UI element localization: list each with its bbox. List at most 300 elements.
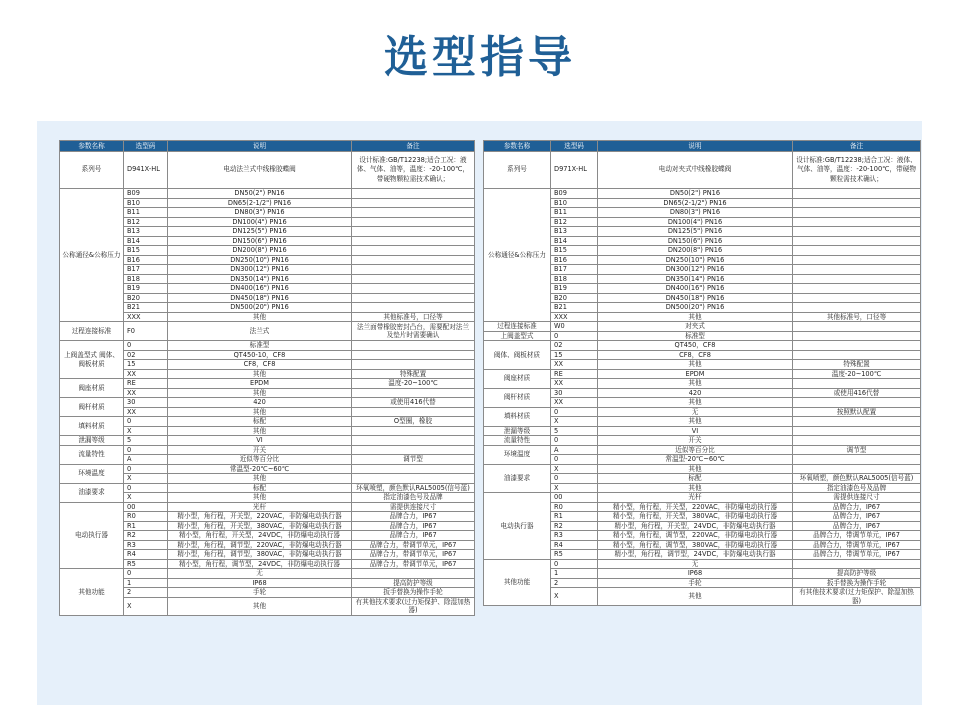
code-cell: B17 [551,265,598,275]
table-row [484,464,921,474]
param-name-cell: 过程连接标准 [60,322,124,341]
param-name-cell: 环境温度 [484,445,551,464]
remark-cell: 有其他技术要求(过力矩保护、除湿加热器) [352,597,475,615]
param-name-cell: 其他功能 [60,569,124,616]
description-cell: DN50(2") PN16 [598,189,793,199]
remark-cell [793,189,921,199]
description-cell: DN50(2") PN16 [168,189,352,199]
code-cell: B16 [124,255,168,265]
remark-cell [352,293,475,303]
table-row [60,379,475,389]
remark-cell [352,350,475,360]
description-cell: IP68 [168,578,352,588]
table-row [484,407,921,417]
description-cell: DN100(4") PN16 [168,217,352,227]
param-name-cell: 阀杆材质 [484,388,551,407]
table-row [484,322,921,332]
remark-cell [352,569,475,579]
remark-cell [352,246,475,256]
code-cell: X [124,474,168,484]
description-header: 说明 [598,141,793,152]
table-row [60,445,475,455]
remark-cell [352,198,475,208]
remark-cell: 需提供连接尺寸 [352,502,475,512]
code-cell: XX [124,369,168,379]
code-cell: B18 [551,274,598,284]
selection-table-left [59,140,475,616]
code-cell: B16 [551,255,598,265]
description-cell: DN150(6") PN16 [168,236,352,246]
series-remark: 设计标准:GB/T12238;适合工况：液体、气体、油等，温度：-20-100℃，带硬物颗粒需技术确认； [352,152,475,189]
code-cell: R0 [124,512,168,522]
table-row [484,493,921,503]
code-cell: B13 [124,227,168,237]
description-cell: 开关 [168,445,352,455]
description-cell: 手轮 [598,578,793,588]
param-name-cell: 其他功能 [484,559,551,606]
remark-cell [352,236,475,246]
remark-cell: 品牌合力，IP67 [793,512,921,522]
remark-cell [352,407,475,417]
code-cell: F0 [124,322,168,341]
description-cell: DN200(8") PN16 [598,246,793,256]
description-cell: 精小型，角行程，开关型，220VAC，非防爆电动执行器 [168,512,352,522]
remark-cell: 品牌合力，带调节单元，IP67 [352,559,475,569]
remark-cell: 需提供连接尺寸 [793,493,921,503]
remark-cell [793,559,921,569]
remark-cell [793,303,921,313]
remark-cell [793,322,921,332]
remark-cell [352,265,475,275]
code-cell: B20 [551,293,598,303]
description-cell: DN400(16") PN16 [168,284,352,294]
remark-cell [793,436,921,446]
remark-header: 备注 [793,141,921,152]
series-description: 电动对夹式中线橡胶蝶阀 [598,152,793,189]
description-cell: QT450，CF8 [598,341,793,351]
description-cell: 无 [168,569,352,579]
remark-cell [793,417,921,427]
code-cell: X [124,597,168,615]
remark-cell: 扳手替换为操作手轮 [352,588,475,598]
code-cell: B15 [551,246,598,256]
description-cell: 其他 [168,407,352,417]
description-cell: DN500(20") PN16 [168,303,352,313]
remark-cell: 或使用416代替 [352,398,475,408]
remark-cell [793,398,921,408]
page-title: 选型指导 [384,32,576,83]
description-cell: 其他 [168,426,352,436]
remark-cell: 品牌合力，带调节单元，IP67 [352,550,475,560]
param-name-header: 参数名称 [484,141,551,152]
description-cell: 其他 [598,588,793,606]
description-cell: 近似等百分比 [168,455,352,465]
remark-cell [352,227,475,237]
code-cell: B17 [124,265,168,275]
remark-cell: 环氧喷塑，颜色默认RAL5005(信号蓝) [793,474,921,484]
description-cell: 其他 [598,312,793,322]
code-cell: B19 [124,284,168,294]
description-cell: 精小型，角行程，开关型，220VAC，非防爆电动执行器 [598,502,793,512]
description-cell: DN300(12") PN16 [168,265,352,275]
remark-cell [793,350,921,360]
remark-cell: 品牌合力，IP67 [352,521,475,531]
code-cell: B20 [124,293,168,303]
description-cell: DN100(4") PN16 [598,217,793,227]
param-name-header: 参数名称 [60,141,124,152]
code-cell: B11 [124,208,168,218]
description-cell: 法兰式 [168,322,352,341]
code-cell: 0 [551,474,598,484]
remark-cell: 温度-20~100℃ [352,379,475,389]
code-cell: X [551,588,598,606]
code-cell: B15 [124,246,168,256]
param-name-cell: 上阀盖型式 阀体、阀板材质 [60,341,124,379]
series-name: 系列号 [60,152,124,189]
code-cell: B09 [551,189,598,199]
remark-cell [793,331,921,341]
remark-cell: 提高防护等级 [793,569,921,579]
remark-cell: 其他标准号，口径等 [352,312,475,322]
remark-cell: 指定油漆色号及品牌 [352,493,475,503]
description-cell: 开关 [598,436,793,446]
code-cell: XX [551,398,598,408]
code-cell: R2 [124,531,168,541]
code-cell: XX [551,360,598,370]
remark-cell: O型圈，橡胶 [352,417,475,427]
code-cell: 0 [124,341,168,351]
remark-cell [352,189,475,199]
description-cell: 其他 [598,417,793,427]
series-row [484,152,921,189]
remark-cell: 品牌合力，带调节单元，IP67 [352,540,475,550]
description-cell: DN80(3") PN16 [598,208,793,218]
description-cell: VI [598,426,793,436]
table-row [484,559,921,569]
code-cell: 00 [124,502,168,512]
description-cell: 标准型 [168,341,352,351]
description-cell: 精小型，角行程，调节型，220VAC，非防爆电动执行器 [598,531,793,541]
remark-cell [352,436,475,446]
remark-cell: 品牌合力，带调节单元，IP67 [793,540,921,550]
param-name-cell: 公称通径&公称压力 [484,189,551,322]
description-cell: DN125(5") PN16 [168,227,352,237]
description-cell: DN500(20") PN16 [598,303,793,313]
param-name-cell: 流量特性 [60,445,124,464]
description-cell: 精小型，角行程，开关型，24VDC，非防爆电动执行器 [598,521,793,531]
remark-cell: 调节型 [793,445,921,455]
code-cell: 0 [124,417,168,427]
table-row [60,189,475,199]
param-name-cell: 流量特性 [484,436,551,446]
code-cell: 15 [551,350,598,360]
remark-cell: 环氧喷塑，颜色默认RAL5005(信号蓝) [352,483,475,493]
description-cell: CF8，CF8 [168,360,352,370]
code-cell: B13 [551,227,598,237]
remark-cell [352,255,475,265]
remark-cell [793,293,921,303]
code-cell: 1 [124,578,168,588]
remark-cell [793,208,921,218]
remark-cell [793,236,921,246]
code-cell: B14 [124,236,168,246]
code-cell: 0 [551,407,598,417]
table-row [484,189,921,199]
description-cell: QT450-10，CF8 [168,350,352,360]
description-cell: 其他 [598,483,793,493]
code-cell: R3 [124,540,168,550]
table-row [484,331,921,341]
code-cell: 0 [124,483,168,493]
description-cell: CF8，CF8 [598,350,793,360]
description-cell: DN150(6") PN16 [598,236,793,246]
description-cell: DN65(2-1/2") PN16 [168,198,352,208]
table-row [60,483,475,493]
param-name-cell: 阀座材质 [60,379,124,398]
remark-cell: 或使用416代替 [793,388,921,398]
code-cell: B21 [551,303,598,313]
description-cell: 其他 [598,379,793,389]
code-cell: R1 [551,512,598,522]
remark-cell: 品牌合力，IP67 [793,502,921,512]
table-row [60,464,475,474]
remark-cell [793,255,921,265]
code-cell: XXX [124,312,168,322]
param-name-cell: 油漆要求 [484,464,551,493]
description-cell: DN65(2-1/2") PN16 [598,198,793,208]
remark-cell [352,388,475,398]
series-code: D971X-HL [551,152,598,189]
remark-cell [793,341,921,351]
description-cell: 近似等百分比 [598,445,793,455]
remark-cell: 有其他技术要求(过力矩保护、除湿加热器) [793,588,921,606]
remark-cell: 品牌合力，带调节单元，IP67 [793,550,921,560]
remark-header: 备注 [352,141,475,152]
description-cell: EPDM [168,379,352,389]
remark-cell: 指定油漆色号及品牌 [793,483,921,493]
description-cell: 精小型，角行程，调节型，220VAC，非防爆电动执行器 [168,540,352,550]
description-cell: 无 [598,407,793,417]
description-cell: 其他 [598,398,793,408]
code-cell: R0 [551,502,598,512]
table-row [484,436,921,446]
param-name-cell: 阀座材质 [484,369,551,388]
remark-cell [793,265,921,275]
param-name-cell: 油漆要求 [60,483,124,502]
code-cell: B19 [551,284,598,294]
series-name: 系列号 [484,152,551,189]
description-cell: 其他 [598,464,793,474]
code-cell: XX [124,388,168,398]
remark-cell [352,341,475,351]
param-name-cell: 过程连接标准 [484,322,551,332]
description-cell: 精小型，角行程，调节型，380VAC，非防爆电动执行器 [168,550,352,560]
series-description: 电动法兰式中线橡胶蝶阀 [168,152,352,189]
description-cell: DN250(10") PN16 [168,255,352,265]
remark-cell [793,274,921,284]
table-row [60,436,475,446]
code-cell: XX [551,379,598,389]
remark-cell [352,360,475,370]
code-cell: 0 [124,445,168,455]
code-cell: B21 [124,303,168,313]
description-cell: 其他 [168,597,352,615]
param-name-cell: 阀体、阀板材质 [484,341,551,370]
remark-cell: 法兰面带橡胶密封凸台，需要配对法兰及垫片时需要确认 [352,322,475,341]
table-row [484,388,921,398]
code-cell: 2 [551,578,598,588]
code-cell: R4 [124,550,168,560]
code-cell: R3 [551,531,598,541]
code-cell: 02 [551,341,598,351]
code-cell: B09 [124,189,168,199]
remark-cell [793,426,921,436]
description-cell: DN350(14") PN16 [168,274,352,284]
code-cell: 5 [551,426,598,436]
code-cell: R4 [551,540,598,550]
description-cell: 420 [598,388,793,398]
code-cell: A [124,455,168,465]
table-row [484,341,921,351]
remark-cell [793,227,921,237]
remark-cell: 品牌合力，带调节单元，IP67 [793,531,921,541]
description-cell: 精小型，角行程，开关型，380VAC，非防爆电动执行器 [168,521,352,531]
remark-cell: 其他标准号，口径等 [793,312,921,322]
code-cell: R5 [551,550,598,560]
description-cell: VI [168,436,352,446]
remark-cell [793,217,921,227]
param-name-cell: 上阀盖型式 [484,331,551,341]
table-row [60,341,475,351]
code-cell: R1 [124,521,168,531]
code-cell: 5 [124,436,168,446]
code-cell: 00 [551,493,598,503]
description-cell: 其他 [168,493,352,503]
code-cell: 0 [124,464,168,474]
description-cell: 420 [168,398,352,408]
param-name-cell: 泄漏等级 [60,436,124,446]
code-cell: B10 [551,198,598,208]
remark-cell [793,246,921,256]
description-cell: 其他 [168,369,352,379]
remark-cell [352,445,475,455]
remark-cell [793,284,921,294]
description-cell: DN80(3") PN16 [168,208,352,218]
description-cell: 精小型，角行程，开关型，24VDC，非防爆电动执行器 [168,531,352,541]
code-cell: X [551,483,598,493]
remark-cell [793,455,921,465]
remark-cell: 品牌合力，IP67 [793,521,921,531]
remark-cell [352,426,475,436]
table-row [60,398,475,408]
description-cell: 标配 [598,474,793,484]
description-cell: 对夹式 [598,322,793,332]
code-cell: R2 [551,521,598,531]
code-cell: R5 [124,559,168,569]
description-cell: 其他 [598,360,793,370]
description-cell: DN350(14") PN16 [598,274,793,284]
table-row [60,322,475,341]
remark-cell: 按照默认配置 [793,407,921,417]
header-row [60,141,475,152]
param-name-cell: 公称通径&公称压力 [60,189,124,322]
series-row [60,152,475,189]
code-header: 选型码 [124,141,168,152]
description-cell: 其他 [168,474,352,484]
code-cell: 2 [124,588,168,598]
description-cell: IP68 [598,569,793,579]
code-cell: 0 [551,559,598,569]
code-cell: X [551,417,598,427]
remark-cell: 温度-20~100℃ [793,369,921,379]
remark-cell: 特殊配置 [352,369,475,379]
table-row [60,569,475,579]
code-cell: X [124,426,168,436]
description-cell: 手轮 [168,588,352,598]
param-name-cell: 填料材质 [60,417,124,436]
code-cell: XXX [551,312,598,322]
table-row [60,417,475,427]
selection-table-right [483,140,921,606]
description-cell: DN250(10") PN16 [598,255,793,265]
description-cell: DN125(5") PN16 [598,227,793,237]
description-cell: 常温型-20℃~60℃ [168,464,352,474]
description-cell: 标配 [168,417,352,427]
remark-cell [352,208,475,218]
param-name-cell: 电动执行器 [484,493,551,560]
description-cell: 其他 [168,388,352,398]
remark-cell [352,274,475,284]
code-cell: X [551,464,598,474]
description-cell: DN400(16") PN16 [598,284,793,294]
code-cell: 0 [124,569,168,579]
code-cell: 30 [551,388,598,398]
remark-cell [352,217,475,227]
table-row [484,369,921,379]
description-cell: 其他 [168,312,352,322]
description-cell: 标准型 [598,331,793,341]
code-cell: 30 [124,398,168,408]
table-row [484,426,921,436]
series-remark: 设计标准:GB/T12238;适合工况：液体、气体、油等，温度：-20-100℃，带硬物颗粒需技术确认； [793,152,921,189]
remark-cell: 提高防护等级 [352,578,475,588]
code-cell: B10 [124,198,168,208]
description-cell: DN450(18") PN16 [598,293,793,303]
remark-cell [793,379,921,389]
param-name-cell: 阀杆材质 [60,398,124,417]
code-cell: XX [124,407,168,417]
param-name-cell: 电动执行器 [60,502,124,569]
remark-cell [352,474,475,484]
code-cell: X [124,493,168,503]
description-cell: DN200(8") PN16 [168,246,352,256]
remark-cell [793,198,921,208]
series-code: D941X-HL [124,152,168,189]
code-cell: 0 [551,436,598,446]
remark-cell: 品牌合力，IP67 [352,531,475,541]
remark-cell [352,464,475,474]
description-header: 说明 [168,141,352,152]
description-cell: DN300(12") PN16 [598,265,793,275]
remark-cell: 特殊配置 [793,360,921,370]
remark-cell [793,464,921,474]
remark-cell: 扳手替换为操作手轮 [793,578,921,588]
description-cell: DN450(18") PN16 [168,293,352,303]
code-cell: 15 [124,360,168,370]
code-cell: RE [551,369,598,379]
code-cell: RE [124,379,168,389]
remark-cell: 调节型 [352,455,475,465]
